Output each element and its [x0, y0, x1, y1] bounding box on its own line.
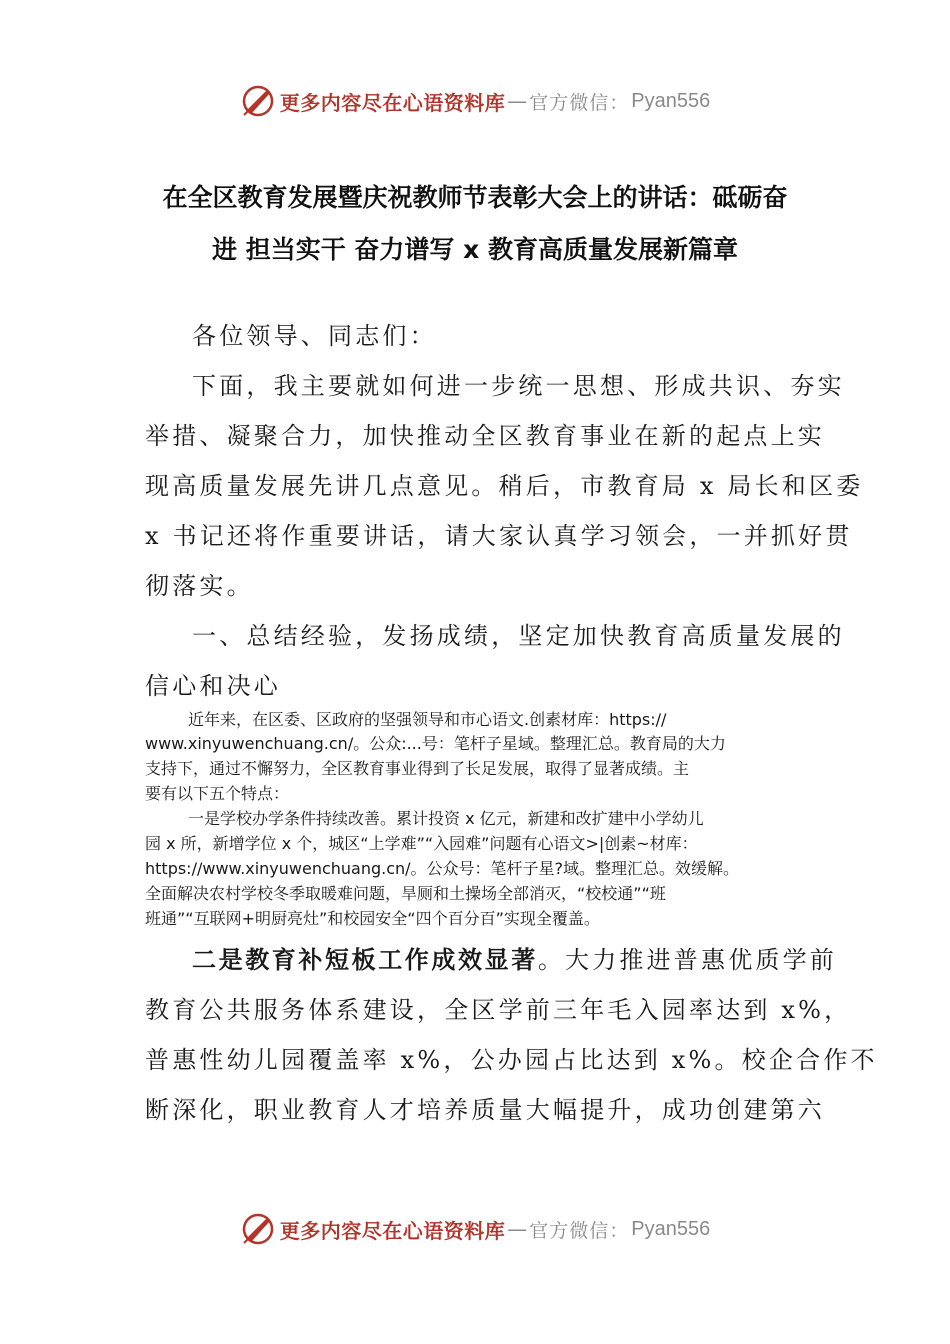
banner-wechat-id: Pyan556 [631, 89, 711, 112]
small-para-line: 要有以下五个特点： [145, 784, 290, 803]
banner-wechat-label: 官方微信： [529, 1219, 630, 1242]
quill-pen-logo-icon [240, 83, 276, 119]
intro-line: 现高质量发展先讲几点意见。稍后，市教育局 x 局长和区委 [145, 472, 864, 500]
small-para-line: 园 x 所，新增学位 x 个，城区“上学难”“入园难”问题有心语文>|创素~材库： [145, 834, 698, 853]
point-2-line: 普惠性幼儿园覆盖率 x%，公办园占比达到 x%。校企合作不 [145, 1046, 878, 1074]
document-title-line-2: 进 担当实干 奋力谱写 x 教育高质量发展新篇章 [212, 235, 738, 264]
small-para-line: 近年来，在区委、区政府的坚强领导和市心语文.创素材库：https:// [188, 710, 667, 729]
document-title-line-1: 在全区教育发展暨庆祝教师节表彰大会上的讲话：砥砺奋 [162, 183, 788, 212]
footer-banner [0, 1204, 950, 1254]
greeting: 各位领导、同志们： [192, 322, 437, 350]
intro-line: x 书记还将作重要讲话，请大家认真学习领会，一并抓好贯 [145, 522, 853, 550]
section-heading-line: 一、总结经验，发扬成绩，坚定加快教育高质量发展的 [192, 622, 845, 650]
banner-wechat-label: 官方微信： [529, 91, 630, 114]
section-heading-line: 信心和决心 [145, 672, 281, 700]
banner-dash: — [507, 89, 528, 113]
point-2-bold-lead: 二是教育补短板工作成效显著 [192, 946, 538, 974]
intro-line: 举措、凝聚合力，加快推动全区教育事业在新的起点上实 [145, 422, 825, 450]
small-para-line: 一是学校办学条件持续改善。累计投资 x 亿元，新建和改扩建中小学幼儿 [188, 809, 704, 828]
small-para-line: 班通”“互联网+明厨亮灶”和校园安全“四个百分百”实现全覆盖。 [145, 909, 600, 928]
point-2-lead-rest: 。大力推进普惠优质学前 [537, 946, 838, 974]
small-para-line: https://www.xinyuwenchuang.cn/。公众号：笔杆子星?域。整理汇总。效缓解。 [145, 859, 740, 878]
point-2-line: 断深化，职业教育人才培养质量大幅提升，成功创建第六 [145, 1096, 825, 1124]
banner-library-text: 更多内容尽在心语资料库 [279, 1218, 506, 1243]
banner-wechat-id: Pyan556 [631, 1217, 711, 1240]
small-para-line: 支持下，通过不懈努力，全区教育事业得到了长足发展，取得了显著成绩。主 [145, 759, 690, 778]
point-2-line [192, 940, 837, 975]
small-para-line: www.xinyuwenchuang.cn/。公众:...号：笔杆子星域。整理汇总。教育局的大力 [145, 734, 726, 753]
intro-line: 下面，我主要就如何进一步统一思想、形成共识、夯实 [192, 372, 845, 400]
point-2-line: 教育公共服务体系建设，全区学前三年毛入园率达到 x%， [145, 996, 852, 1024]
banner-library-text: 更多内容尽在心语资料库 [279, 90, 506, 115]
small-para-line: 全面解决农村学校冬季取暖难问题，旱厕和土操场全部消灭，“校校通”“班 [145, 884, 666, 903]
banner-dash: — [507, 1217, 528, 1241]
intro-line: 彻落实。 [145, 572, 254, 600]
header-banner [0, 76, 950, 126]
quill-pen-logo-icon [240, 1211, 276, 1247]
